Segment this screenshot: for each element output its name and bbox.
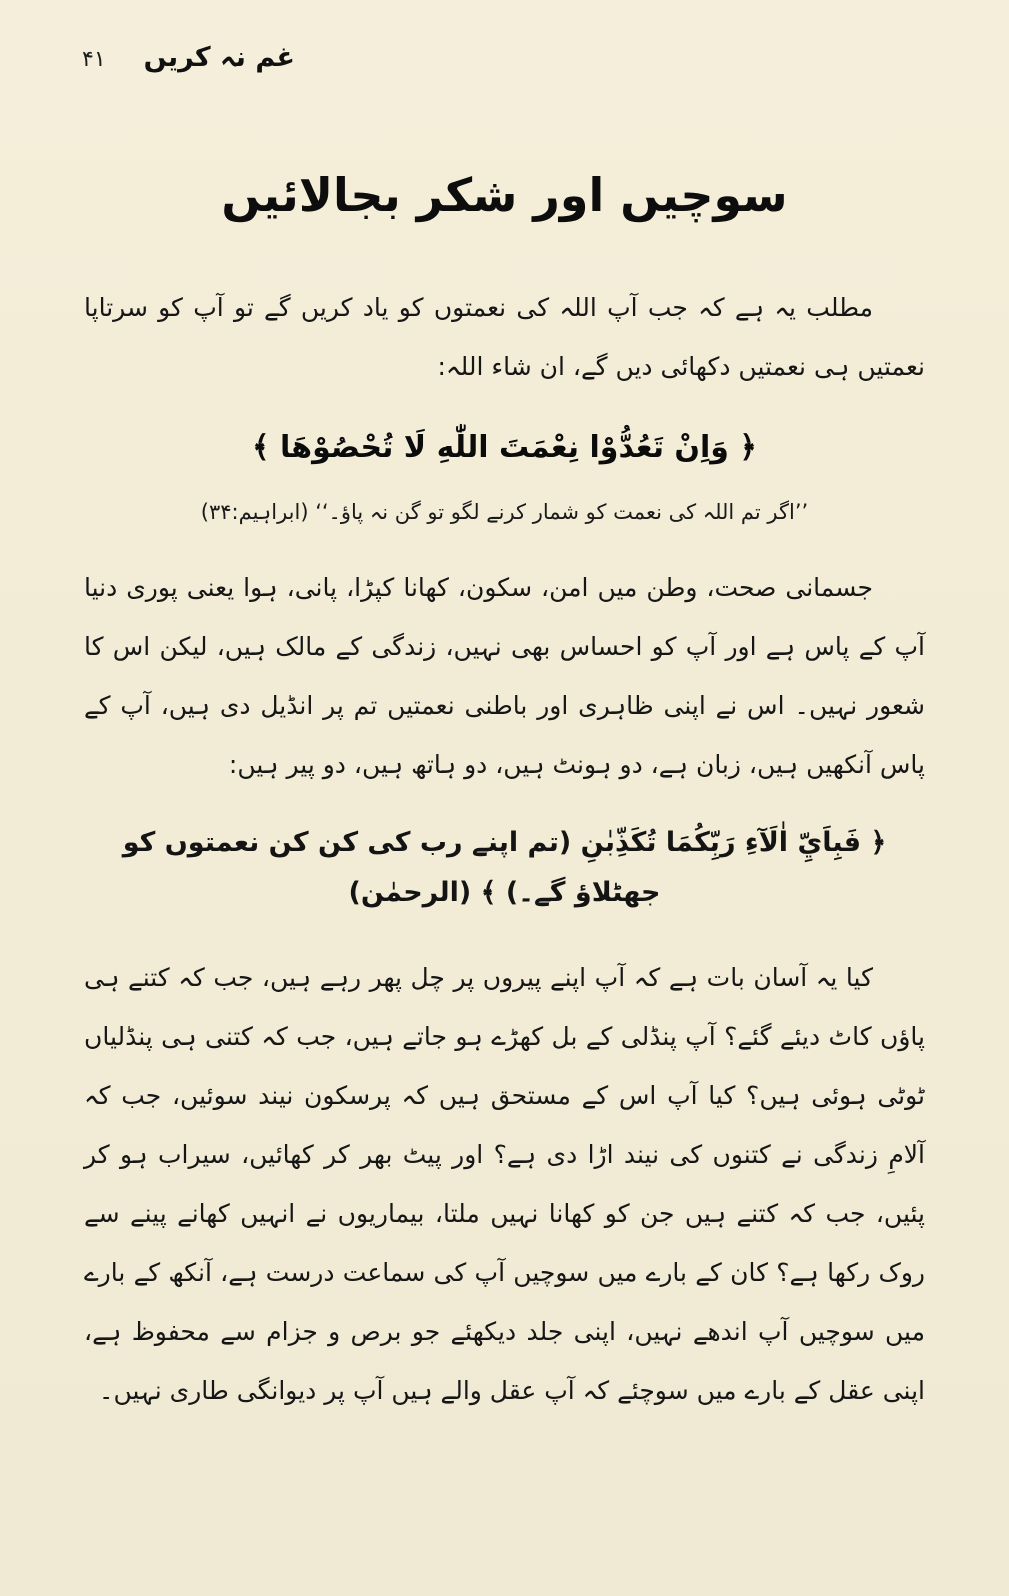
verse-translation-ibrahim: ’’اگر تم اللہ کی نعمت کو شمار کرنے لگو تو گن نہ پاؤ۔‘‘ (ابراہیم:۳۴): [200, 500, 809, 524]
book-title: غم نہ کریں: [143, 42, 295, 73]
page-number: ۴۱: [82, 47, 106, 72]
spacer: [84, 928, 925, 948]
text-column: [84, 278, 925, 1420]
paragraph-reflection: کیا یہ آسان بات ہے کہ آپ اپنے پیروں پر چل پھر رہے ہیں، جب کہ کتنے ہی پاؤں کاٹ دیئے گئے؟ آپ پنڈلی کے بل کھڑے ہو جاتے ہیں، جب کہ کتنی ہی پنڈلیاں ٹوٹی ہوئی ہیں؟ کیا آپ اس کے مستحق ہیں کہ پرسکون نیند سوئیں، جب کہ آلامِ زندگی نے کتنوں کی نیند اڑا دی ہے؟ اور پیٹ بھر کر کھائیں، سیراب ہو کر پئیں، جب کہ کتنے ہیں جن کو کھانا نہیں ملتا، بیماریوں نے انہیں کھانے پینے سے روک رکھا ہے؟ کان کے بارے میں سوچیں آپ کی سماعت درست ہے، آنکھ کے بارے میں سوچیں آپ اندھے نہیں، اپنی جلد دیکھئے جو برص و جزام سے محفوظ ہے، اپنی عقل کے بارے میں سوچئے کہ آپ عقل والے ہیں آپ پر دیوانگی طاری نہیں۔: [84, 963, 925, 1405]
running-header: [82, 42, 295, 73]
paragraph-blessings: جسمانی صحت، وطن میں امن، سکون، کھانا کپڑا، پانی، ہوا یعنی پوری دنیا آپ کے پاس ہے اور آپ کو احساس بھی نہیں، زندگی کے مالک ہیں، لیکن اس کا شعور نہیں۔ اس نے اپنی ظاہری اور باطنی نعمتیں تم پر انڈیل دی ہیں، آپ کے پاس آنکھیں ہیں، زبان ہے، دو ہونٹ ہیں، دو ہاتھ ہیں، دو پیر ہیں:: [84, 573, 925, 779]
quran-verse-ibrahim: ﴿ وَاِنْ تَعُدُّوْا نِعْمَتَ اللّٰهِ لَا تُحْصُوْهَا ﴾: [252, 430, 757, 465]
quran-verse-rahman: ﴿ فَبِاَيِّ اٰلَآءِ رَبِّكُمَا تُكَذِّبٰنِ (تم اپنے رب کی کن کن نعمتوں کو جھٹلاؤ گے۔) ﴾ (الرحمٰن): [122, 827, 887, 908]
paragraph-intro: مطلب یہ ہے کہ جب آپ اللہ کی نعمتوں کو یاد کریں گے تو آپ کو سرتاپا نعمتیں ہی نعمتیں دکھائی دیں گے، ان شاء اللہ:: [84, 293, 925, 381]
chapter-title: سوچیں اور شکر بجالائیں: [221, 168, 788, 222]
spacer: [84, 532, 925, 558]
